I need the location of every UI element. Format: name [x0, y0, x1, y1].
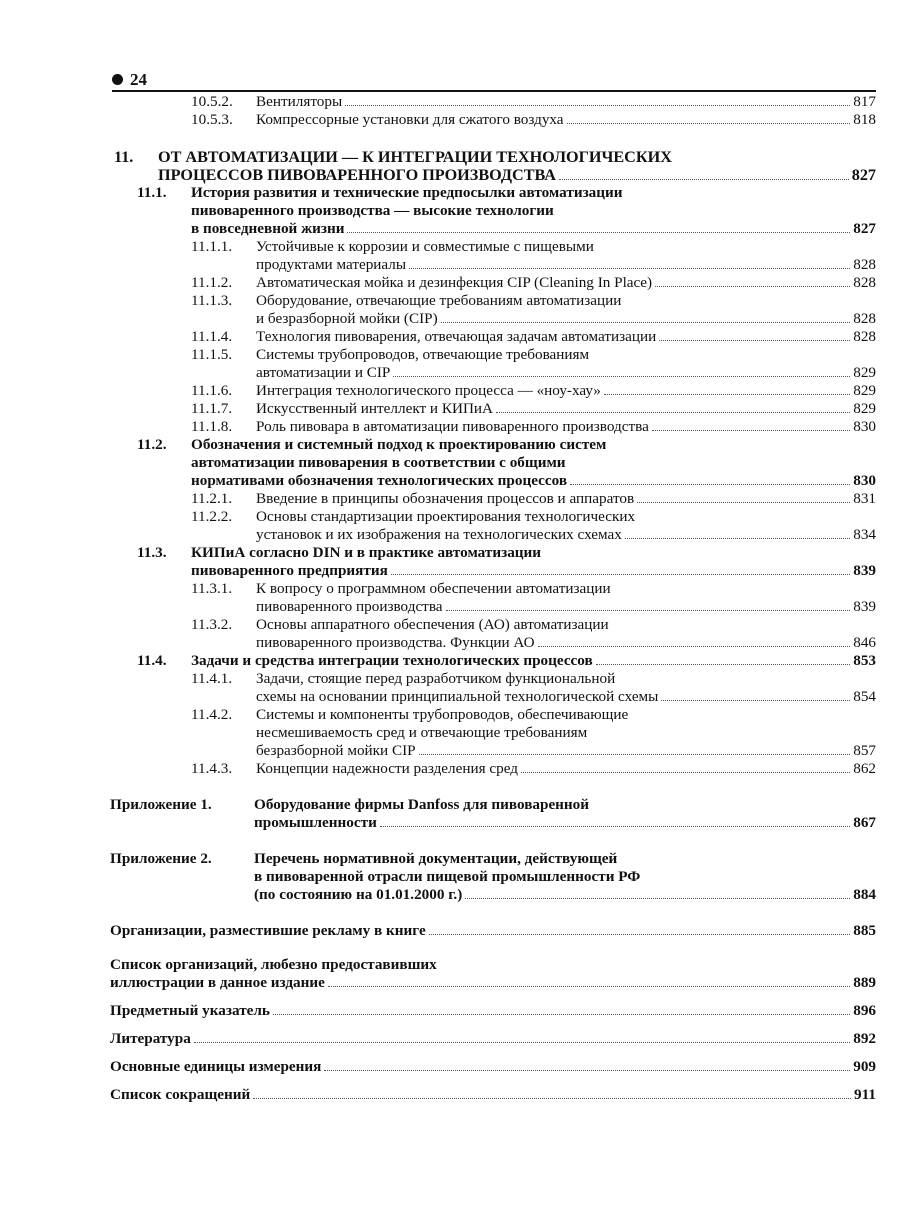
toc-entry-title-line: Задачи и средства интеграции технологических процессов	[191, 652, 593, 669]
toc-entry-title-line: Концепции надежности разделения сред	[256, 760, 518, 777]
toc-entry-number: 11.1.7.	[191, 400, 233, 417]
toc-entry-title-line: ПРОЦЕССОВ ПИВОВАРЕННОГО ПРОИЗВОДСТВА	[158, 166, 556, 184]
toc-entry	[0, 238, 876, 274]
toc-entry	[0, 274, 876, 292]
toc-page-number: 827	[851, 166, 876, 184]
toc-entry-title	[110, 956, 876, 992]
toc-entry-number: 11.1.	[137, 184, 167, 201]
toc-entry-title	[256, 292, 876, 328]
toc-entry-title-line: Список организаций, любезно предоставивших	[110, 956, 437, 973]
toc-entry-number: 11.2.1.	[191, 490, 233, 507]
dot-leader	[328, 974, 850, 987]
toc-entry-title	[256, 382, 876, 400]
toc-entry-title	[110, 922, 876, 940]
dot-leader	[570, 472, 850, 485]
toc-entry	[0, 436, 876, 490]
dot-leader	[567, 111, 851, 124]
toc-entry-title-line: Введение в принципы обозначения процессов и аппаратов	[256, 490, 635, 507]
dot-leader	[419, 742, 851, 755]
toc-entry-title	[191, 652, 876, 670]
toc-entry-title	[110, 1086, 876, 1104]
toc-page-number: 817	[853, 93, 876, 110]
dot-leader	[324, 1058, 850, 1071]
dot-leader	[496, 400, 850, 413]
dot-leader	[391, 562, 850, 575]
toc-page-number: 828	[853, 310, 876, 327]
toc-entry-title-line: и безразборной мойки (CIP)	[256, 310, 438, 327]
toc-entry-title-line: нормативами обозначения технологических процессов	[191, 472, 568, 489]
toc-page-number: 854	[853, 688, 876, 705]
toc-entry-title-line: Автоматическая мойка и дезинфекция CIP (Cleaning In Place)	[256, 274, 653, 291]
toc-entry-number: 11.1.6.	[191, 382, 233, 399]
dot-leader	[655, 274, 850, 287]
toc-entry-title-line: в повседневной жизни	[191, 220, 345, 237]
toc-entry-title-line: Вентиляторы	[256, 93, 343, 110]
toc-entry-title-line: ОТ АВТОМАТИЗАЦИИ — К ИНТЕГРАЦИИ ТЕХНОЛОГИЧЕСКИХ	[158, 148, 672, 166]
toc-page-number: 829	[853, 382, 876, 399]
toc-page-number: 818	[853, 111, 876, 128]
toc-page-number: 885	[853, 922, 876, 939]
page-number: 24	[130, 70, 147, 89]
toc-page-number: 867	[853, 814, 876, 831]
dot-leader	[538, 634, 851, 647]
toc-entry-title	[256, 111, 876, 129]
toc-entry	[0, 850, 876, 904]
dot-leader	[380, 814, 850, 827]
dot-leader	[659, 328, 850, 341]
toc-entry-title-line: продуктами материалы	[256, 256, 407, 273]
toc-entry-title-line: Искусственный интеллект и КИПиА	[256, 400, 494, 417]
toc-entry-title	[256, 706, 876, 760]
toc-entry-title	[256, 580, 876, 616]
toc-entry-title-line: Предметный указатель	[110, 1002, 270, 1019]
dot-leader	[652, 418, 850, 431]
toc-entry-title-line: (по состоянию на 01.01.2000 г.)	[254, 886, 463, 903]
toc-entry	[0, 490, 876, 508]
toc-entry	[0, 346, 876, 382]
toc-entry-title	[256, 616, 876, 652]
toc-entry-title	[191, 436, 876, 490]
toc-entry-number: 11.1.1.	[191, 238, 233, 255]
toc-entry-title-line: Системы трубопроводов, отвечающие требованиям	[256, 346, 590, 363]
dot-leader	[604, 382, 850, 395]
toc-entry-title	[256, 508, 876, 544]
toc-entry-title-line: пивоваренного производства — высокие технологии	[191, 202, 554, 219]
toc-page-number: 834	[853, 526, 876, 543]
toc-entry-title-line: иллюстрации в данное издание	[110, 974, 325, 991]
toc-entry-title-line: Список сокращений	[110, 1086, 251, 1103]
dot-leader	[521, 760, 850, 773]
toc-entry-title-line: Роль пивовара в автоматизации пивоваренного производства	[256, 418, 649, 435]
toc-entry	[0, 956, 876, 992]
toc-page-number: 829	[853, 400, 876, 417]
toc-entry-title-line: Технология пивоварения, отвечающая задачам автоматизации	[256, 328, 657, 345]
toc-entry-number: 11.4.3.	[191, 760, 233, 777]
toc-entry-number: 11.3.	[137, 544, 167, 561]
toc-entry	[0, 580, 876, 616]
toc-entry-title-line: Задачи, стоящие перед разработчиком функциональной	[256, 670, 616, 687]
toc-entry-title-line: промышленности	[254, 814, 377, 831]
toc-entry-number: 11.1.8.	[191, 418, 233, 435]
toc-entry-title-line: пивоваренного производства. Функции АО	[256, 634, 535, 651]
toc-entry-number: 11.1.4.	[191, 328, 233, 345]
toc-entry-title-line: Обозначения и системный подход к проектированию систем	[191, 436, 607, 453]
toc-entry-title	[191, 544, 876, 580]
toc-entry-title-line: Организации, разместившие рекламу в книге	[110, 922, 426, 939]
toc-page-number: 911	[854, 1086, 876, 1103]
toc-entry-title-line: автоматизации и CIP	[256, 364, 391, 381]
toc-entry-title	[110, 1058, 876, 1076]
toc-entry-number: 11.2.2.	[191, 508, 233, 525]
toc-entry	[0, 544, 876, 580]
toc-page-number: 862	[853, 760, 876, 777]
toc-page-number: 909	[853, 1058, 876, 1075]
toc-entry	[0, 760, 876, 778]
toc-entry-title-line: К вопросу о программном обеспечении автоматизации	[256, 580, 611, 597]
toc-entry-title-line: несмешиваемость сред и отвечающие требованиям	[256, 724, 588, 741]
toc-entry-number: 11.2.	[137, 436, 167, 453]
toc-page-number: 857	[853, 742, 876, 759]
toc-page-number: 839	[853, 598, 876, 615]
toc-page-number: 846	[853, 634, 876, 651]
toc-entry	[0, 1030, 876, 1048]
toc-entry-title-line: Перечень нормативной документации, действующей	[254, 850, 618, 867]
toc-entry	[0, 796, 876, 832]
toc-page-number: 828	[853, 274, 876, 291]
toc-entry-title-line: в пивоваренной отрасли пищевой промышленности РФ	[254, 868, 641, 885]
toc-entry-number: 11.	[114, 148, 134, 166]
toc-entry-title	[158, 148, 876, 184]
toc-entry-title-line: Оборудование, отвечающие требованиям автоматизации	[256, 292, 622, 309]
dot-leader	[409, 256, 850, 269]
toc-entry-title	[256, 418, 876, 436]
toc-entry	[0, 616, 876, 652]
toc-page-number: 884	[853, 886, 876, 903]
toc-entry	[0, 652, 876, 670]
dot-leader	[194, 1030, 850, 1043]
page-header	[112, 72, 876, 92]
toc-entry-title	[256, 274, 876, 292]
toc-entry-title	[254, 796, 876, 832]
dot-leader	[253, 1086, 851, 1099]
toc-entry	[0, 382, 876, 400]
toc-page-number: 830	[853, 472, 876, 489]
toc-entry-title	[256, 93, 876, 111]
toc-entry-number: Приложение 2.	[110, 850, 212, 867]
toc-entry-title	[110, 1030, 876, 1048]
dot-leader	[347, 220, 850, 233]
toc-entry-title-line: схемы на основании принципиальной технологической схемы	[256, 688, 659, 705]
toc-entry-title	[256, 400, 876, 418]
toc-entry-number: 11.3.2.	[191, 616, 233, 633]
toc-entry-title-line: Компрессорные установки для сжатого воздуха	[256, 111, 564, 128]
toc-entry	[0, 93, 876, 111]
toc-entry-title-line: установок и их изображения на технологических схемах	[256, 526, 622, 543]
toc-entry-title-line: Устойчивые к коррозии и совместимые с пищевыми	[256, 238, 594, 255]
toc-entry	[0, 148, 876, 184]
toc-entry	[0, 1086, 876, 1104]
toc-entry-title-line: Оборудование фирмы Danfoss для пивоваренной	[254, 796, 590, 813]
toc-entry-title	[256, 490, 876, 508]
dot-leader	[596, 652, 851, 665]
dot-leader	[446, 598, 851, 611]
toc-entry	[0, 1058, 876, 1076]
toc-entry-number: 11.1.5.	[191, 346, 233, 363]
dot-leader	[441, 310, 851, 323]
dot-leader	[637, 490, 850, 503]
toc-page-number: 896	[853, 1002, 876, 1019]
toc-entry-number: 10.5.3.	[191, 111, 233, 128]
toc-entry	[0, 418, 876, 436]
toc-page-number: 892	[853, 1030, 876, 1047]
toc-entry-title	[256, 760, 876, 778]
toc-page-number: 889	[853, 974, 876, 991]
toc-entry-title-line: автоматизации пивоварения в соответствии с общими	[191, 454, 566, 471]
toc-entry-title	[256, 238, 876, 274]
toc-entry-number: 11.1.3.	[191, 292, 233, 309]
toc-entry	[0, 670, 876, 706]
toc-entry	[0, 922, 876, 940]
dot-leader	[429, 922, 850, 935]
toc-entry-title-line: КИПиА согласно DIN и в практике автоматизации	[191, 544, 542, 561]
toc-entry-number: 10.5.2.	[191, 93, 233, 110]
toc-entry-title-line: Основы стандартизации проектирования технологических	[256, 508, 636, 525]
toc-page-number: 830	[853, 418, 876, 435]
toc-entry-title	[256, 328, 876, 346]
toc-entry-title	[191, 184, 876, 238]
dot-leader	[661, 688, 850, 701]
toc-entry-number: 11.1.2.	[191, 274, 233, 291]
toc-entry-title	[256, 346, 876, 382]
toc-entry	[0, 400, 876, 418]
toc-entry-title	[254, 850, 876, 904]
toc-entry	[0, 111, 876, 129]
toc-entry-number: 11.4.2.	[191, 706, 233, 723]
toc-page-number: 829	[853, 364, 876, 381]
toc-entry-title-line: пивоваренного производства	[256, 598, 443, 615]
toc-entry-title-line: Литература	[110, 1030, 191, 1047]
toc-entry-title	[110, 1002, 876, 1020]
toc-entry-title-line: Основы аппаратного обеспечения (АО) автоматизации	[256, 616, 609, 633]
toc-entry	[0, 328, 876, 346]
toc-entry-number: Приложение 1.	[110, 796, 212, 813]
dot-leader	[393, 364, 850, 377]
toc-page-number: 828	[853, 256, 876, 273]
dot-leader	[465, 886, 850, 899]
dot-leader	[625, 526, 850, 539]
toc-entry-title-line: Системы и компоненты трубопроводов, обеспечивающие	[256, 706, 629, 723]
toc-entry	[0, 292, 876, 328]
dot-leader	[345, 93, 850, 106]
toc-entry-number: 11.4.	[137, 652, 167, 669]
page-mark-icon	[112, 74, 123, 85]
toc-entry	[0, 706, 876, 760]
dot-leader	[273, 1002, 850, 1015]
dot-leader	[559, 167, 849, 180]
toc-entry-number: 11.4.1.	[191, 670, 233, 687]
toc-entry-title-line: История развития и технические предпосылки автоматизации	[191, 184, 623, 201]
toc-entry	[0, 508, 876, 544]
toc-page-number: 828	[853, 328, 876, 345]
toc-page-number: 827	[853, 220, 876, 237]
toc-entry	[0, 1002, 876, 1020]
toc-entry-title-line: безразборной мойки CIP	[256, 742, 416, 759]
toc-entry	[0, 184, 876, 238]
toc-page-number: 831	[853, 490, 876, 507]
toc-entry-title	[256, 670, 876, 706]
toc-entry-title-line: Интеграция технологического процесса — «ноу-хау»	[256, 382, 601, 399]
toc-entry-title-line: пивоваренного предприятия	[191, 562, 388, 579]
toc-entry-title-line: Основные единицы измерения	[110, 1058, 322, 1075]
toc-page-number: 853	[853, 652, 876, 669]
toc-entry-number: 11.3.1.	[191, 580, 233, 597]
toc-page-number: 839	[853, 562, 876, 579]
